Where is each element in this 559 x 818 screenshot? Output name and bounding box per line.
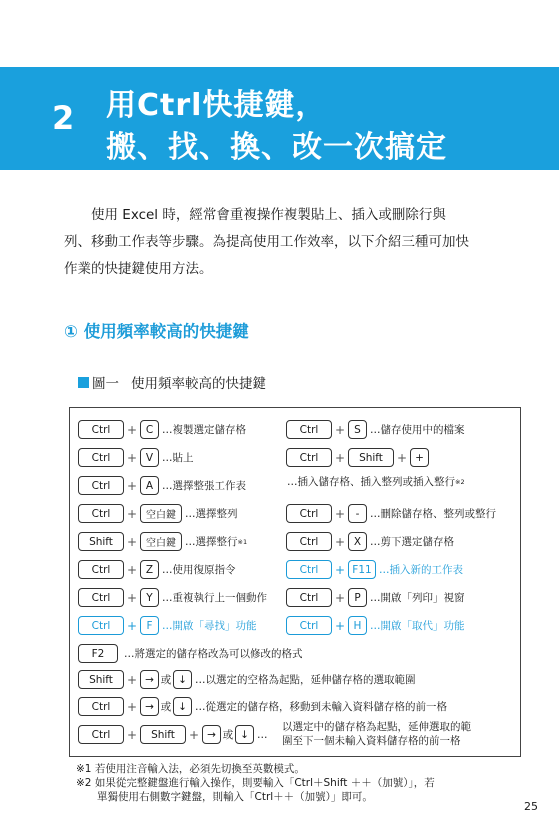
plus-sign: + [188,727,200,742]
shortcut-row [78,503,238,524]
shortcut-row [78,447,194,468]
figure-caption-text: 使用頻率較高的快捷鍵 [131,376,266,392]
shortcut-desc: …選擇整張工作表 [162,480,246,492]
footnote: 單獨使用右側數字鍵盤，則輸入「Ctrl＋＋（加號）」即可。 [97,791,373,803]
key-s: S [348,420,367,439]
shortcut-desc: …選擇整行 [185,536,238,548]
caption-square-icon [78,377,89,388]
shortcut-desc: …插入儲存格、插入整列或插入整行 [287,476,455,488]
shortcut-desc: …複製選定儲存格 [162,424,246,436]
key-ctrl: Ctrl [78,560,124,579]
note-ref: ※2 [455,477,465,486]
plus-sign: + [334,590,346,605]
key-ctrl: Ctrl [286,588,332,607]
key-shift: Shift [140,725,186,744]
key-c: C [140,420,159,439]
plus-sign: + [126,506,138,521]
footnotes [76,762,435,804]
plus-sign: + [126,618,138,633]
plus-sign: + [334,534,346,549]
plus-sign: + [126,727,138,742]
shortcut-desc-row [284,471,465,492]
shortcut-row [286,587,465,608]
shortcut-row-highlighted [78,615,257,636]
key-ctrl: Ctrl [78,476,124,495]
top-margin [0,0,559,67]
shortcut-desc-line: 圍至下一個未輸入資料儲存格的前一格 [282,735,461,747]
plus-sign: + [126,672,138,687]
shortcut-row [78,724,268,745]
plus-sign: + [396,450,408,465]
intro-line: 使用 Excel 時，經常會重複操作複製貼上、插入或刪除行與 [91,207,446,223]
key-ctrl: Ctrl [286,504,332,523]
shortcut-desc: …插入新的工作表 [379,564,463,576]
key-space: 空白鍵 [140,532,182,551]
shortcut-desc: …選擇整列 [185,508,238,520]
shortcut-row [78,696,447,717]
key-p: P [348,588,367,607]
intro-line: 列、移動工作表等步驟。為提高使用工作效率，以下介紹三種可加快 [64,234,469,250]
plus-sign: + [126,590,138,605]
figure-label: 圖一 [92,376,119,392]
footnote: ※1 若使用注音輸入法，必須先切換至英數模式。 [76,763,305,775]
key-v: V [140,448,159,467]
key-y: Y [140,588,159,607]
key-f: F [140,616,159,635]
key-ctrl: Ctrl [286,616,332,635]
plus-sign: + [334,450,346,465]
plus-sign: + [334,618,346,633]
shortcut-desc: …將選定的儲存格改為可以修改的格式 [124,648,303,660]
plus-sign: + [126,699,138,714]
key-ctrl: Ctrl [78,420,124,439]
key-x: X [348,532,367,551]
shortcut-desc: …貼上 [162,452,194,464]
shortcut-desc: …開啟「尋找」功能 [162,620,257,632]
intro-line: 作業的快捷鍵使用方法。 [64,261,213,277]
shortcut-desc: …重複執行上一個動作 [162,592,267,604]
plus-sign: + [126,422,138,437]
key-h: H [348,616,367,635]
chapter-number: 2 [52,99,75,137]
shortcut-row [78,559,236,580]
shortcut-row [286,419,465,440]
or-text: 或 [160,701,172,713]
key-ctrl: Ctrl [78,616,124,635]
key-f11: F11 [348,560,376,579]
intro-paragraph [64,202,494,283]
plus-sign: + [126,562,138,577]
key-ctrl: Ctrl [78,725,124,744]
key-shift: Shift [348,448,394,467]
page-number: 25 [524,800,538,813]
key-ctrl: Ctrl [286,560,332,579]
key-arrow-down: ↓ [235,725,254,744]
shortcut-desc: …儲存使用中的檔案 [370,424,465,436]
shortcut-row [286,531,454,552]
key-a: A [140,476,159,495]
shortcut-row [78,475,246,496]
plus-sign: + [334,422,346,437]
shortcut-desc: …開啟「取代」功能 [370,620,465,632]
or-text: 或 [160,674,172,686]
key-arrow-right: → [202,725,221,744]
shortcut-row [286,447,429,468]
plus-sign: + [126,534,138,549]
key-arrow-down: ↓ [173,697,192,716]
plus-sign: + [334,562,346,577]
key-ctrl: Ctrl [78,504,124,523]
or-text: 或 [222,729,234,741]
shortcut-desc-line: 以選定中的儲存格為起點，延伸選取的範 [282,721,471,733]
key-shift: Shift [78,670,124,689]
plus-sign: + [126,450,138,465]
chapter-title-line1: 用Ctrl快捷鍵， [106,88,327,123]
key-shift: Shift [78,532,124,551]
key-space: 空白鍵 [140,504,182,523]
figure-caption [78,372,266,392]
shortcut-table [69,407,521,757]
shortcut-desc: …使用復原指令 [162,564,236,576]
plus-sign: + [334,506,346,521]
shortcut-row [78,419,246,440]
note-ref: ※1 [237,537,248,546]
plus-sign: + [126,478,138,493]
key-ctrl: Ctrl [286,532,332,551]
key-z: Z [140,560,159,579]
key-ctrl: Ctrl [78,697,124,716]
shortcut-desc-multiline [282,720,471,748]
key-plus: + [410,448,429,467]
shortcut-desc: …從選定的儲存格，移動到未輸入資料儲存格的前一格 [195,701,447,713]
shortcut-row-highlighted [286,615,465,636]
section-title: ① 使用頻率較高的快捷鍵 [64,322,249,341]
key-arrow-right: → [140,697,159,716]
shortcut-row-highlighted [286,559,463,580]
key-ctrl: Ctrl [286,448,332,467]
shortcut-desc: …以選定的空格為起點，延伸儲存格的選取範圍 [195,674,416,686]
shortcut-row [78,531,247,552]
key-ctrl: Ctrl [286,420,332,439]
key-f2: F2 [78,644,118,663]
ellipsis: … [257,728,268,741]
key-arrow-right: → [140,670,159,689]
key-arrow-down: ↓ [173,670,192,689]
chapter-title-line2: 搬、找、換、改一次搞定 [106,130,447,165]
shortcut-desc: …刪除儲存格、整列或整行 [370,508,496,520]
key-minus: - [348,504,367,523]
chapter-title [106,85,447,169]
key-ctrl: Ctrl [78,588,124,607]
shortcut-desc: …剪下選定儲存格 [370,536,454,548]
footnote: ※2 如果從完整鍵盤進行輸入操作，則要輸入「Ctrl＋Shift ＋＋（加號）」，若 [76,777,435,789]
shortcut-row [78,643,303,664]
shortcut-row [286,503,496,524]
shortcut-desc: …開啟「列印」視窗 [370,592,465,604]
shortcut-row [78,587,267,608]
shortcut-row [78,669,416,690]
key-ctrl: Ctrl [78,448,124,467]
